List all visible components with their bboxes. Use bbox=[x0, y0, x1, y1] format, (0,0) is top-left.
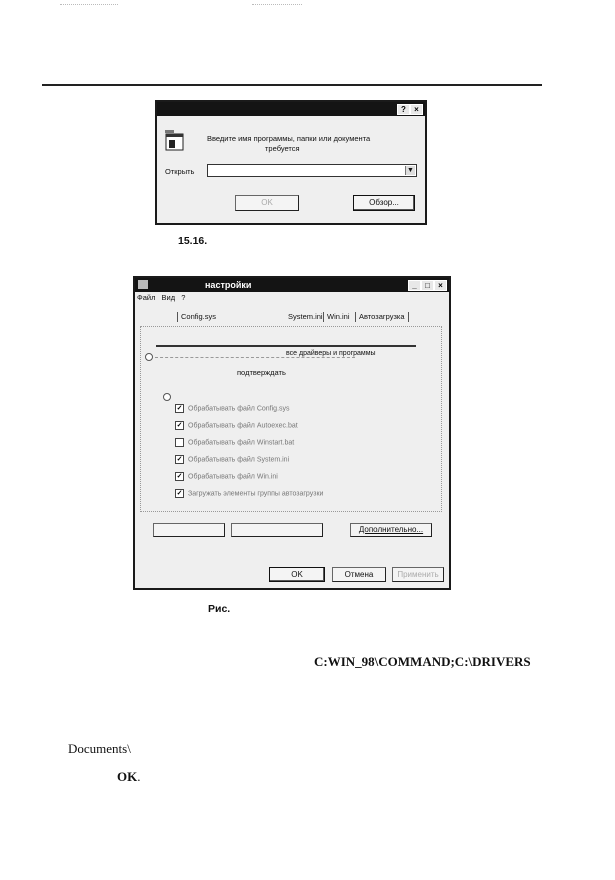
close-button[interactable]: × bbox=[410, 104, 423, 115]
menu-file[interactable]: Файл bbox=[137, 293, 156, 302]
tab-win-ini[interactable]: Win.ini bbox=[323, 312, 350, 322]
browse-button[interactable]: Обзор... bbox=[353, 195, 415, 211]
checkbox-row[interactable]: Обрабатывать файл Winstart.bat bbox=[175, 438, 294, 448]
checkbox[interactable]: ✓ bbox=[176, 405, 183, 412]
selective-startup-radio[interactable] bbox=[163, 393, 171, 401]
run-program-icon bbox=[165, 130, 185, 152]
scan-artifact bbox=[60, 4, 118, 5]
chevron-down-icon[interactable]: ▼ bbox=[405, 166, 415, 175]
cancel-button[interactable]: Отмена bbox=[332, 567, 386, 582]
open-combobox[interactable] bbox=[207, 164, 417, 177]
menu-view[interactable]: Вид bbox=[161, 293, 176, 302]
tab-system-ini[interactable]: System.ini bbox=[288, 312, 323, 321]
extract-file-button[interactable] bbox=[153, 523, 225, 537]
checkbox[interactable]: ✓ bbox=[176, 473, 183, 480]
run-prompt-text-line2: требуется bbox=[265, 144, 300, 153]
tab-autostart[interactable]: Автозагрузка bbox=[355, 312, 409, 322]
radio-label: все драйверы и программы bbox=[286, 350, 376, 357]
documents-text: Documents\ bbox=[68, 741, 131, 756]
ok-button[interactable]: OK bbox=[235, 195, 299, 211]
figure-caption: Рис. bbox=[208, 603, 231, 615]
menu-bar bbox=[137, 292, 185, 304]
figure-caption: 15.16. bbox=[178, 235, 208, 247]
path-text: C:WIN_98\COMMAND;C:\DRIVERS bbox=[314, 654, 531, 669]
run-prompt-text: Введите имя программы, папки или документа bbox=[207, 134, 371, 143]
checkbox-row[interactable]: ✓ Обрабатывать файл Win.ini bbox=[176, 473, 278, 481]
scan-artifact bbox=[252, 4, 302, 5]
create-backup-button[interactable] bbox=[231, 523, 323, 537]
apply-button[interactable]: Применить bbox=[392, 567, 444, 582]
close-icon[interactable]: × bbox=[434, 280, 447, 291]
general-panel bbox=[140, 326, 442, 512]
ok-text: OK. bbox=[117, 769, 141, 784]
minimize-icon[interactable]: _ bbox=[408, 280, 421, 291]
run-dialog bbox=[155, 100, 427, 225]
settings-titlebar bbox=[135, 278, 449, 292]
menu-help[interactable]: ? bbox=[181, 293, 186, 302]
checkbox-row[interactable]: ✓ Обрабатывать файл Autoexec.bat bbox=[176, 422, 298, 430]
startup-radio[interactable] bbox=[145, 353, 153, 361]
group-divider bbox=[156, 345, 416, 347]
advanced-button[interactable]: Дополнительно... bbox=[350, 523, 432, 537]
tab-config-sys[interactable]: Config.sys bbox=[177, 312, 216, 322]
ok-button[interactable]: OK bbox=[269, 567, 325, 582]
settings-window bbox=[133, 276, 451, 590]
checkbox[interactable]: ✓ bbox=[176, 422, 183, 429]
window-title: настройки bbox=[205, 280, 252, 290]
help-button[interactable]: ? bbox=[397, 104, 410, 115]
checkbox[interactable] bbox=[175, 438, 184, 447]
app-icon bbox=[138, 280, 148, 289]
maximize-icon[interactable]: □ bbox=[421, 280, 434, 291]
open-label: Открыть bbox=[165, 167, 195, 176]
horizontal-rule bbox=[42, 84, 542, 86]
confirm-label: подтверждать bbox=[237, 368, 286, 377]
checkbox-row[interactable]: ✓ Загружать элементы группы автозагрузки bbox=[176, 490, 324, 498]
dotted-line bbox=[155, 357, 355, 358]
checkbox[interactable]: ✓ bbox=[176, 490, 183, 497]
checkbox-row[interactable]: ✓ Обрабатывать файл System.ini bbox=[176, 456, 290, 464]
run-dialog-titlebar bbox=[157, 102, 425, 116]
checkbox-row[interactable]: ✓ Обрабатывать файл Config.sys bbox=[176, 405, 290, 413]
checkbox[interactable]: ✓ bbox=[176, 456, 183, 463]
